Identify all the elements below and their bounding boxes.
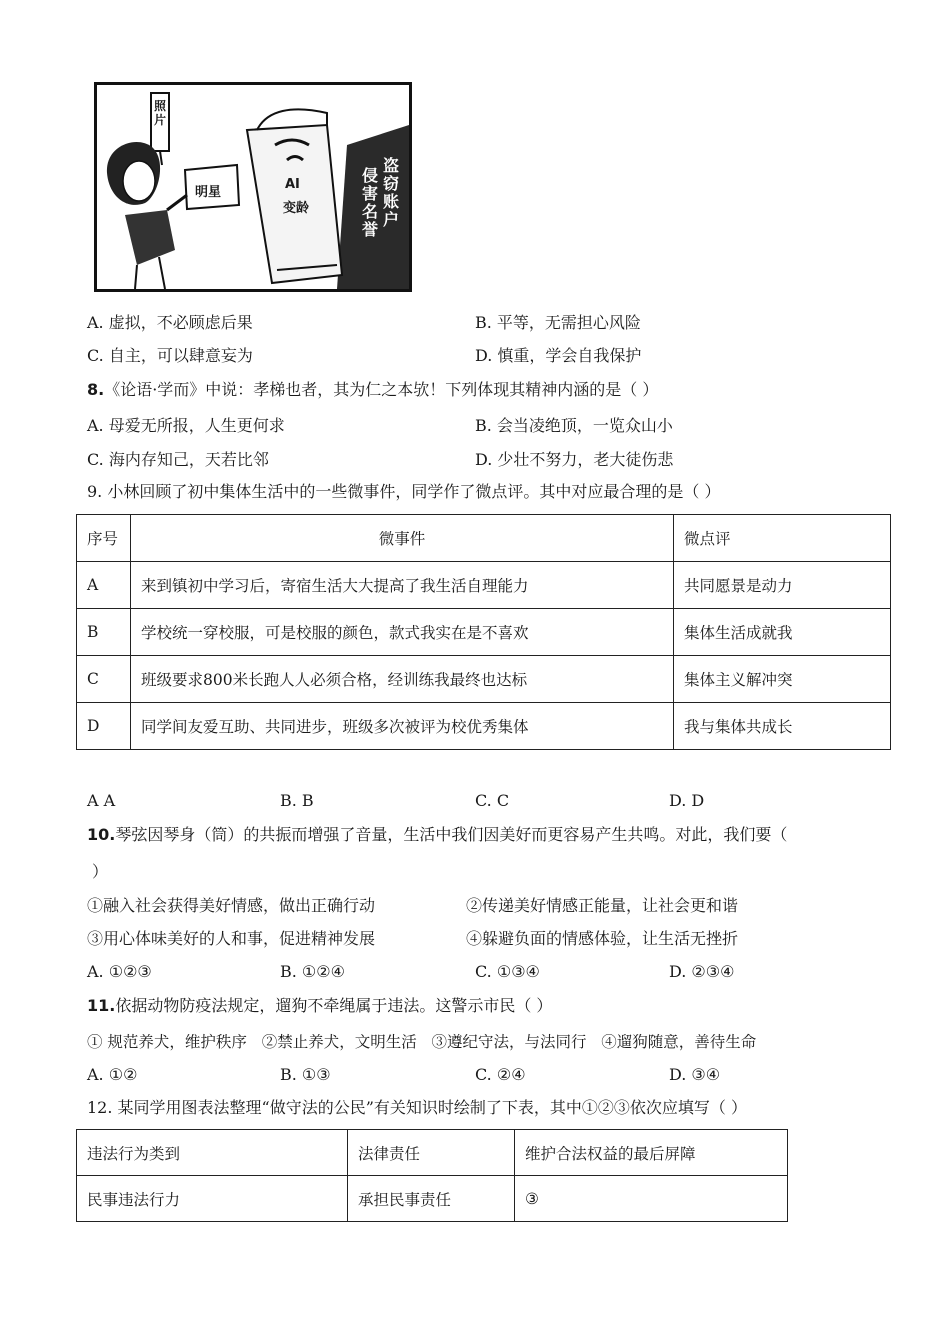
wall-text-reputation: 侵害名誉 (362, 166, 379, 239)
q10-option-d: D. ②③④ (669, 962, 735, 981)
q8-option-b: B. 会当凌绝顶，一览众山小 (475, 416, 673, 435)
table-header-cell: 微点评 (674, 515, 891, 562)
table-cell: B (77, 609, 131, 656)
table-cell: D (77, 703, 131, 750)
table-cell: 我与集体共成长 (674, 703, 891, 750)
q11-option-a: A. ①② (87, 1065, 138, 1084)
q10-option-c: C. ①③④ (475, 962, 540, 981)
table-cell: 共同愿景是动力 (674, 562, 891, 609)
q7-option-a: A. 虚拟，不必顾虑后果 (87, 313, 253, 332)
age-change-label: 变龄 (283, 201, 310, 216)
q9-option-d: D. D (669, 791, 705, 810)
table-row (77, 703, 891, 750)
table-cell: 民事违法行力 (77, 1176, 348, 1222)
q9-number: 9. (87, 482, 103, 501)
q10-statement-1: ①融入社会获得美好情感，做出正确行动 (87, 896, 376, 915)
q8-option-a: A. 母爱无所报，人生更何求 (87, 416, 285, 435)
ai-label: AI (285, 177, 300, 192)
q7-option-b: B. 平等，无需担心风险 (475, 313, 641, 332)
q10-question (87, 825, 787, 845)
q7-option-c: C. 自主，可以肆意妄为 (87, 346, 253, 365)
q8-number: 8. (87, 380, 105, 399)
table-cell: 集体生活成就我 (674, 609, 891, 656)
q9-question (87, 482, 720, 502)
q10-statement-4: ④躲避负面的情感体验，让生活无挫折 (466, 929, 739, 948)
table-cell: 班级要求800米长跑人人必须合格，经训练我最终也达标 (131, 656, 674, 703)
star-label: 明星 (195, 185, 222, 200)
q8-stem: 《论语·学而》中说：孝梯也者，其为仁之本欤！下列体现其精神内涵的是（ ） (104, 380, 659, 399)
q7-option-d: D. 慎重，学会自我保护 (475, 346, 642, 365)
table-cell: 学校统一穿校服，可是校服的颜色，款式我实在是不喜欢 (131, 609, 674, 656)
table-cell: C (77, 656, 131, 703)
q9-option-c: C. C (475, 791, 510, 810)
table-cell: A (77, 562, 131, 609)
table-row (77, 609, 891, 656)
q11-stem: 依据动物防疫法规定，遛狗不牵绳属于违法。这警示市民（ ） (115, 996, 553, 1015)
table-row (77, 656, 891, 703)
q8-option-d: D. 少壮不努力，老大徒伤悲 (475, 450, 674, 469)
cartoon-illustration (94, 82, 412, 292)
table-cell: 维护合法权益的最后屏障 (515, 1130, 788, 1176)
q11-option-d: D. ③④ (669, 1065, 721, 1084)
q12-stem: 某同学用图表法整理“做守法的公民”有关知识时绘制了下表，其中①②③依次应填写（ ） (117, 1098, 747, 1117)
table-row (77, 1130, 788, 1176)
q10-option-a: A. ①②③ (87, 962, 152, 981)
q12-table (76, 1129, 788, 1222)
table-cell: 集体主义解冲突 (674, 656, 891, 703)
table-cell: 违法行为类到 (77, 1130, 348, 1176)
q8-question (87, 380, 658, 400)
q8-option-c: C. 海内存知己，天若比邻 (87, 450, 269, 469)
table-cell: ③ (515, 1176, 788, 1222)
table-cell: 法律责任 (348, 1130, 515, 1176)
q10-stem-continued: ） (92, 862, 109, 881)
q10-option-b: B. ①②④ (280, 962, 345, 981)
q12-number: 12. (87, 1098, 113, 1117)
q11-option-c: C. ②④ (475, 1065, 526, 1084)
table-cell: 同学间友爱互助、共同进步，班级多次被评为校优秀集体 (131, 703, 674, 750)
q12-question (87, 1098, 747, 1118)
q10-statement-3: ③用心体味美好的人和事，促进精神发展 (87, 929, 376, 948)
q9-option-b: B. B (280, 791, 314, 810)
table-header-row (77, 515, 891, 562)
q9-table (76, 514, 891, 750)
table-row (77, 562, 891, 609)
q10-number: 10. (87, 825, 116, 844)
table-header-cell: 微事件 (131, 515, 674, 562)
photo-sign-label: 照片 (154, 99, 167, 127)
q11-question (87, 996, 552, 1016)
q9-option-a: A A (87, 791, 116, 810)
table-cell: 承担民事责任 (348, 1176, 515, 1222)
wall-text-account-theft: 盗窃账户 (383, 156, 400, 229)
q11-statements: ① 规范养犬，维护秩序 ②禁止养犬，文明生活 ③遵纪守法，与法同行 ④遛狗随意，善待生命 (87, 1033, 757, 1051)
q11-number: 11. (87, 996, 116, 1015)
q9-stem: 小林回顾了初中集体生活中的一些微事件，同学作了微点评。其中对应最合理的是（ ） (107, 482, 721, 501)
q11-option-b: B. ①③ (280, 1065, 331, 1084)
q10-statement-2: ②传递美好情感正能量，让社会更和谐 (466, 896, 739, 915)
table-cell: 来到镇初中学习后，寄宿生活大大提高了我生活自理能力 (131, 562, 674, 609)
table-header-cell: 序号 (77, 515, 131, 562)
table-row (77, 1176, 788, 1222)
q10-stem: 琴弦因琴身（筒）的共振而增强了音量，生活中我们因美好而更容易产生共鸣。对此，我们要（ (115, 825, 788, 844)
